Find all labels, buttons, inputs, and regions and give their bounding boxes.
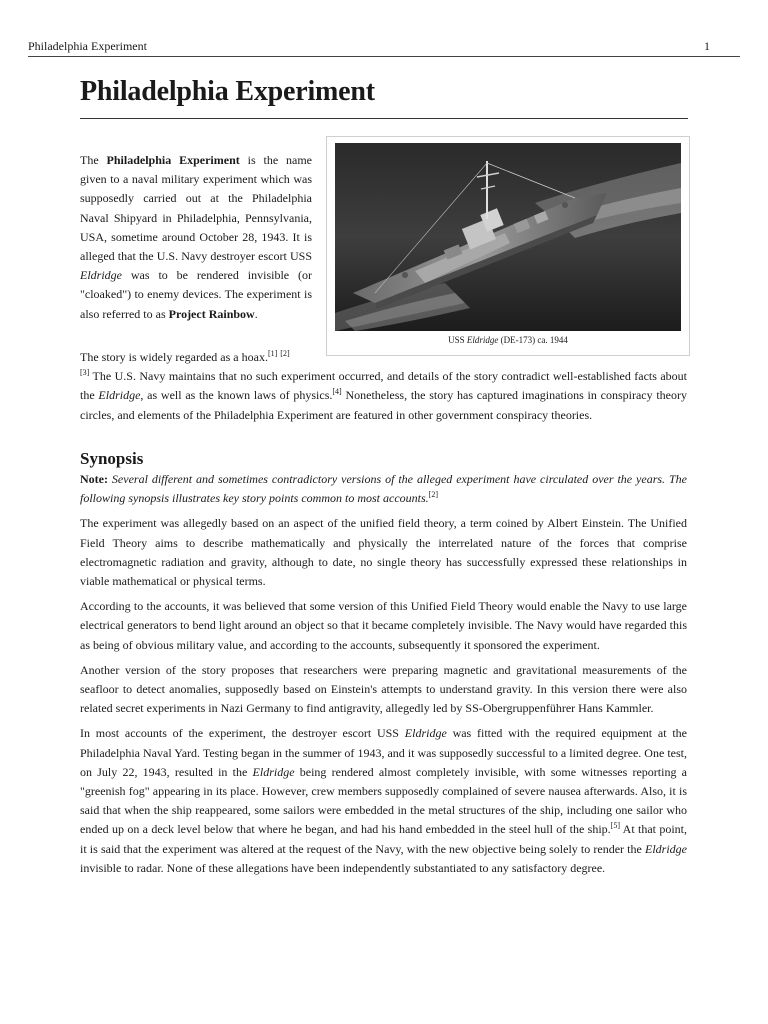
paragraph-text: invisible to radar. None of these allegations have been independently substantiated to any satisfactory degree. [80, 860, 606, 875]
caption-text: (DE-173) ca. 1944 [498, 335, 568, 345]
page-number: 1 [704, 39, 710, 53]
synopsis-paragraph: Another version of the story proposes that researchers were preparing magnetic and gravitational measurements of the seafloor to detect anomalies, supposedly based on Einstein's attempts to understand gravity. In this version there were also related secret experiments in Nazi Germany to find antigravity, allegedly led by SS-Obergruppenführer Hans Kammler. [80, 662, 687, 716]
note-text: Several different and sometimes contradictory versions of the alleged experiment have circulated over the years. The following synopsis illustrates key story points common to most accounts. [80, 472, 687, 506]
citation-link[interactable]: [1] [267, 349, 278, 358]
intro-text: was to be rendered invisible (or "cloaked") to enemy devices. The experiment is also referred to as [80, 268, 312, 321]
ship-photo [335, 143, 681, 331]
running-header-title: Philadelphia Experiment [28, 39, 147, 53]
intro-text: . [254, 306, 258, 321]
paragraph-text: The U.S. Navy maintains that no such experiment occurred, and details of the story contradict well-established facts about the [80, 369, 687, 403]
paragraph-text: , as well as the known laws of physics. [140, 388, 333, 403]
ship-name-italic: Eldridge [404, 726, 447, 741]
figure-caption [327, 335, 689, 345]
intro-bold-term: Philadelphia Experiment [106, 153, 240, 167]
ship-name-italic: Eldridge [98, 388, 141, 403]
paragraph-text: The story is widely regarded as a hoax. [80, 350, 268, 364]
caption-ship-name: Eldridge [466, 335, 499, 345]
note-label: Note: [80, 472, 108, 487]
synopsis-paragraph: According to the accounts, it was believed that some version of this Unified Field Theory would enable the Navy to use large electrical generators to bend light around an object so that it became completely invisible. The Navy would have regarded this as being of obvious military value, and according to the accounts, subsequently it sponsored the experiment. [80, 599, 687, 652]
synopsis-paragraph: The experiment was allegedly based on an aspect of the unified field theory, a term coined by Albert Einstein. The Unified Field Theory aims to describe mathematically and physically the interrelated nature of the forces that comprise electromagnetic radiation and gravity, although to date, no single theory has successfully expressed these relationships in viable mathematical or physical terms. [80, 516, 687, 589]
paragraph-text: In most accounts of the experiment, the destroyer escort USS [80, 726, 405, 741]
synopsis-paragraph [80, 724, 687, 878]
citation-link[interactable]: [2] [428, 490, 438, 500]
citation-link[interactable]: [4] [332, 387, 342, 397]
intro-bold-term: Project Rainbow [168, 306, 255, 321]
paragraph-text: being rendered almost completely invisible, with some witnesses reporting a "greenish fog" appearing in its place. However, crew members supposedly complained of severe nausea afterwards. Also, it is said that when the ship reappeared, some sailors were embedded in the metal structures of the ship, including one sailor who ended up on a deck level below that where he began, and had his hand embedded in the steel hull of the ship. [80, 764, 688, 837]
ship-name-italic: Eldridge [645, 841, 687, 856]
article-title: Philadelphia Experiment [80, 76, 375, 107]
citation-link[interactable]: [5] [610, 821, 620, 831]
hoax-paragraph [80, 348, 687, 425]
running-header [28, 36, 740, 57]
title-rule [80, 118, 688, 119]
intro-paragraph [80, 151, 312, 324]
paragraph-text: At that point, it is said that the experiment was altered at the request of the Navy, with the new objective being solely to render the [80, 822, 688, 856]
citation-link[interactable]: [2] [280, 349, 290, 358]
ship-name-italic: Eldridge [252, 764, 295, 779]
paragraph-text: was fitted with the required equipment at the Philadelphia Naval Yard. Testing began in the summer of 1943, and it was supposedly successful to a limited degree. One test, on July 22, 1943, resulted in the [80, 726, 687, 779]
caption-text: USS [448, 335, 467, 345]
article-body [80, 348, 687, 884]
citation-link[interactable]: [3] [80, 368, 90, 378]
note-paragraph [80, 470, 687, 508]
ship-name-italic: Eldridge [80, 268, 122, 283]
section-heading-synopsis: Synopsis [80, 448, 144, 468]
intro-text: is the name given to a naval military experiment which was supposedly carried out at the Philadelphia Naval Shipyard in Philadelphia, Pennsylvania, USA, sometime around October 28, 1943. It is alleged that the U.S. Navy destroyer escort USS [80, 153, 313, 264]
intro-text: The [80, 153, 107, 167]
paragraph-text: Nonetheless, the story has captured imaginations in conspiracy theory circles, and elements of the Philadelphia Experiment are featured in other government conspiracy theories. [80, 388, 688, 422]
ship-figure [326, 136, 690, 356]
